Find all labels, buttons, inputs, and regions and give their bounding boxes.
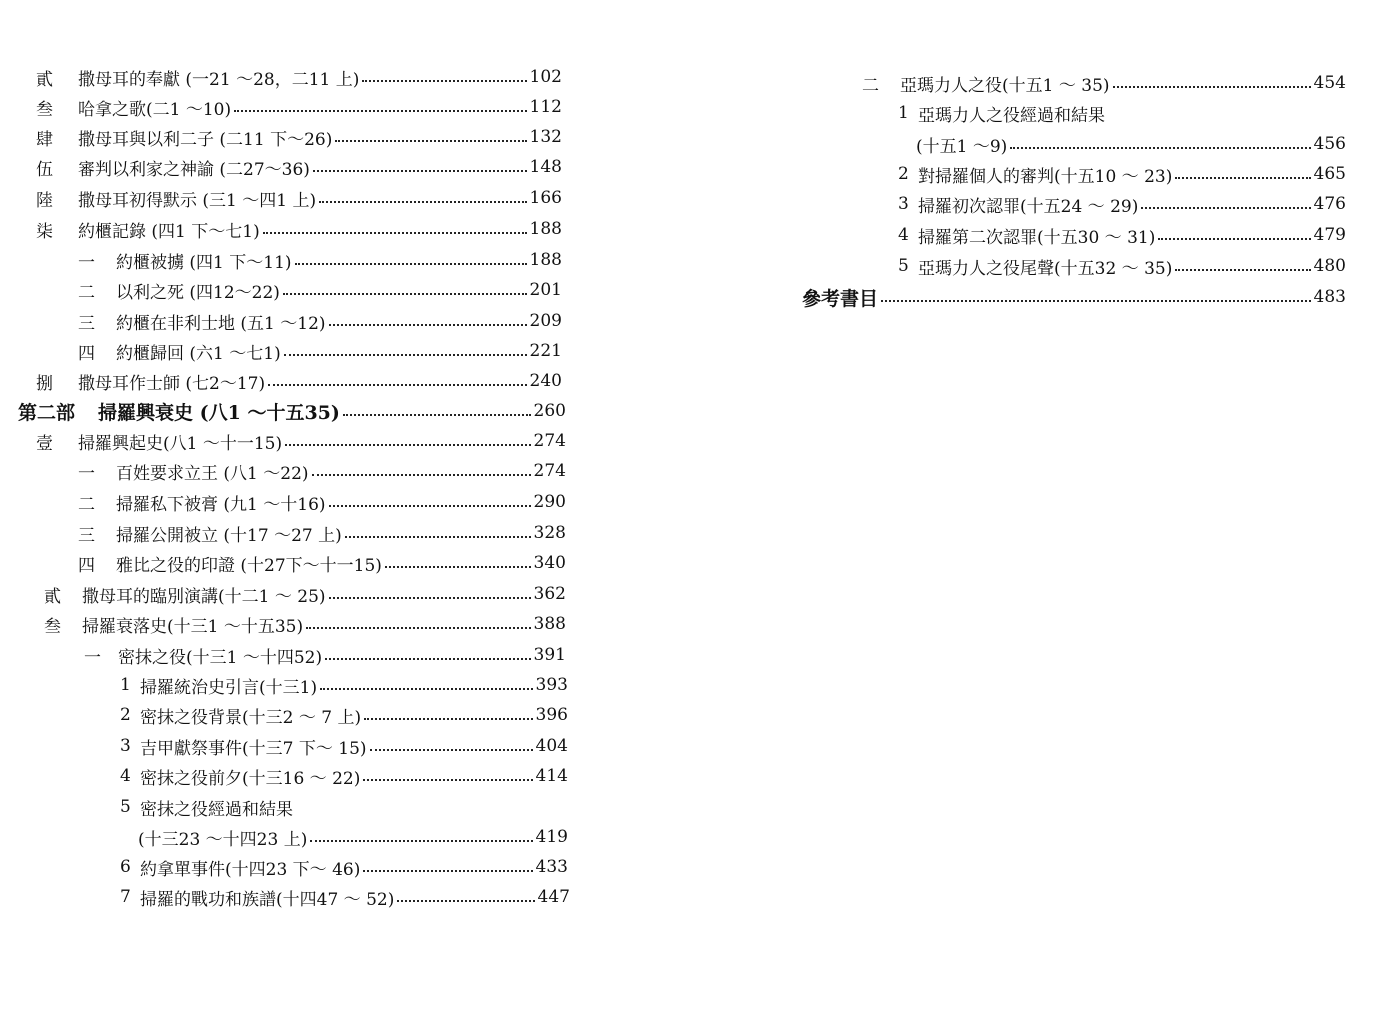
toc-entry-title: 對掃羅個人的審判(十五10 ～ 23) <box>918 166 1173 187</box>
toc-part-title: 掃羅興衰史 (八1 ～十五35) <box>98 401 340 424</box>
toc-entry <box>898 251 1346 281</box>
toc-entry-page: 419 <box>535 827 568 847</box>
toc-entry-page: 396 <box>535 705 568 725</box>
toc-entry-number: 貳 <box>44 586 61 607</box>
toc-entry-number: 陸 <box>36 190 53 211</box>
toc-entry <box>120 670 568 700</box>
toc-entry-page: 274 <box>533 431 566 451</box>
toc-entry-number: 5 <box>898 256 909 276</box>
toc-entry-title: 百姓要求立王 (八1 ～22) <box>116 463 309 484</box>
toc-entry-title: 密抹之役前夕(十三16 ～ 22) <box>140 768 361 789</box>
leader-dots <box>343 414 531 416</box>
toc-entry-number: 三 <box>78 525 95 546</box>
leader-dots <box>1158 238 1310 240</box>
toc-entry-page: 479 <box>1313 225 1346 245</box>
toc-entry <box>36 366 562 396</box>
leader-dots <box>263 232 527 234</box>
toc-entry-continuation <box>916 129 1346 159</box>
toc-entry-page: 209 <box>529 311 562 331</box>
toc-part-number: 第二部 <box>18 401 76 424</box>
toc-entry <box>78 336 562 366</box>
toc-entry-number: 三 <box>78 313 95 334</box>
toc-entry <box>120 852 568 882</box>
toc-entry <box>78 245 562 275</box>
toc-entry-title: 密抹之役背景(十三2 ～ 7 上) <box>140 707 362 728</box>
toc-entry-page: 148 <box>529 157 562 177</box>
toc-entry-page: 476 <box>1313 194 1346 214</box>
toc-entry-page: 188 <box>529 219 562 239</box>
toc-entry-title: 撒母耳與以利二子 (二11 下～26) <box>78 129 333 150</box>
leader-dots <box>1113 86 1311 88</box>
toc-entry-number: 4 <box>120 766 131 786</box>
toc-bibliography-heading <box>802 282 1346 312</box>
toc-entry <box>120 761 568 791</box>
toc-entry-number: 貳 <box>36 69 53 90</box>
leader-dots <box>306 627 530 629</box>
leader-dots <box>1175 269 1310 271</box>
toc-entry <box>898 220 1346 250</box>
toc-entry-page: 414 <box>535 766 568 786</box>
toc-entry-title: 撒母耳的奉獻 (一21 ～28，二11 上) <box>78 69 360 90</box>
toc-entry-number: 6 <box>120 857 131 877</box>
toc-entry <box>898 159 1346 189</box>
toc-entry-number: 伍 <box>36 159 53 180</box>
toc-entry-page: 102 <box>529 67 562 87</box>
toc-entry-number: 四 <box>78 343 95 364</box>
toc-entry <box>120 882 570 912</box>
toc-entry-page: 260 <box>533 401 566 421</box>
toc-entry-title: 約拿單事件(十四23 下～ 46) <box>140 859 361 880</box>
toc-entry <box>36 214 562 244</box>
leader-dots <box>345 536 531 538</box>
toc-entry-number: 7 <box>120 887 131 907</box>
leader-dots <box>1141 207 1310 209</box>
toc-entry-title: 掃羅私下被膏 (九1 ～十16) <box>116 494 326 515</box>
toc-entry-page: 340 <box>533 553 566 573</box>
toc-entry-title: 撒母耳的臨別演講(十二1 ～ 25) <box>82 586 326 607</box>
toc-entry-page: 433 <box>535 857 568 877</box>
leader-dots <box>329 597 531 599</box>
leader-dots <box>362 80 526 82</box>
toc-entry-page: 112 <box>529 97 562 117</box>
toc-entry <box>120 700 568 730</box>
toc-entry-number: 肆 <box>36 129 53 150</box>
toc-entry-page: 221 <box>529 341 562 361</box>
toc-entry-page: 240 <box>529 371 562 391</box>
leader-dots <box>1175 177 1310 179</box>
leader-dots <box>310 840 532 842</box>
toc-entry-number: 叁 <box>36 99 53 120</box>
toc-entry-page: 362 <box>533 584 566 604</box>
leader-dots <box>320 688 532 690</box>
toc-entry-title: 以利之死 (四12～22) <box>116 282 280 303</box>
toc-entry <box>78 456 566 486</box>
toc-entry-page: 391 <box>533 645 566 665</box>
toc-entry-number: 壹 <box>36 433 53 454</box>
leader-dots <box>385 566 531 568</box>
toc-entry-page: 454 <box>1313 73 1346 93</box>
toc-entry-title: 亞瑪力人之役尾聲(十五32 ～ 35) <box>918 258 1173 279</box>
toc-entry-title: 掃羅統治史引言(十三1) <box>140 677 318 698</box>
leader-dots <box>329 505 531 507</box>
toc-entry-title: 撒母耳初得默示 (三1 ～四1 上) <box>78 190 317 211</box>
toc-entry-number: 捌 <box>36 373 53 394</box>
leader-dots <box>881 300 1311 302</box>
toc-entry-title: 約櫃記錄 (四1 下～七1) <box>78 221 260 242</box>
toc-entry <box>78 548 566 578</box>
leader-dots <box>1010 147 1310 149</box>
toc-entry-page: 447 <box>537 887 570 907</box>
toc-entry-title: 掃羅衰落史(十三1 ～十五35) <box>82 616 304 637</box>
leader-dots <box>363 779 532 781</box>
toc-entry <box>36 183 562 213</box>
toc-entry <box>36 426 566 456</box>
toc-entry-page: 465 <box>1313 164 1346 184</box>
toc-entry <box>78 487 566 517</box>
leader-dots <box>397 900 534 902</box>
leader-dots <box>312 474 531 476</box>
toc-entry-title: 撒母耳作士師 (七2～17) <box>78 373 266 394</box>
toc-entry-title: 亞瑪力人之役(十五1 ～ 35) <box>900 75 1110 96</box>
toc-entry <box>78 275 562 305</box>
toc-entry-page: 483 <box>1313 287 1346 307</box>
toc-entry-number: 叁 <box>44 616 61 637</box>
leader-dots <box>329 324 527 326</box>
toc-entry-title: 掃羅興起史(八1 ～十一15) <box>78 433 283 454</box>
toc-entry <box>36 152 562 182</box>
toc-entry-number: 3 <box>120 736 131 756</box>
toc-entry-number: 四 <box>78 555 95 576</box>
toc-entry-number: 1 <box>898 103 909 123</box>
toc-entry <box>78 518 566 548</box>
toc-entry-page: 456 <box>1313 134 1346 154</box>
leader-dots <box>285 444 530 446</box>
toc-entry-number: 二 <box>862 75 879 96</box>
toc-entry-number: 二 <box>78 282 95 303</box>
toc-entry-number: 2 <box>898 164 909 184</box>
toc-entry-page: 132 <box>529 127 562 147</box>
toc-entry-number: 1 <box>120 675 131 695</box>
leader-dots <box>234 110 526 112</box>
toc-entry-title: 密抹之役(十三1 ～十四52) <box>118 647 323 668</box>
bibliography-title: 參考書目 <box>802 287 879 310</box>
toc-entry <box>120 731 568 761</box>
toc-entry <box>36 62 562 92</box>
toc-entry-title: 掃羅初次認罪(十五24 ～ 29) <box>918 196 1139 217</box>
toc-entry-number: 2 <box>120 705 131 725</box>
toc-entry-title: 掃羅公開被立 (十17 ～27 上) <box>116 525 342 546</box>
leader-dots <box>363 870 532 872</box>
toc-entry-page: 166 <box>529 188 562 208</box>
toc-entry <box>44 609 566 639</box>
leader-dots <box>370 749 533 751</box>
toc-entry-title: 雅比之役的印證 (十27下～十一15) <box>116 555 382 576</box>
toc-entry-page: 480 <box>1313 256 1346 276</box>
toc-entry-title: 密抹之役經過和結果 <box>140 799 293 820</box>
leader-dots <box>295 263 527 265</box>
toc-entry <box>84 640 566 670</box>
toc-entry-page: 274 <box>533 461 566 481</box>
toc-entry <box>898 98 1346 128</box>
toc-entry <box>36 122 562 152</box>
leader-dots <box>268 384 526 386</box>
toc-entry-number: 5 <box>120 797 131 817</box>
toc-entry-number: 一 <box>78 463 95 484</box>
toc-entry-title: 掃羅第二次認罪(十五30 ～ 31) <box>918 227 1156 248</box>
toc-entry-title: (十五1 ～9) <box>916 136 1008 157</box>
toc-entry <box>36 92 562 122</box>
toc-entry <box>898 189 1346 219</box>
toc-entry-page: 328 <box>533 523 566 543</box>
toc-entry-title: (十三23 ～十四23 上) <box>138 829 308 850</box>
toc-entry-number: 一 <box>78 252 95 273</box>
toc-entry-number: 4 <box>898 225 909 245</box>
toc-right-page <box>780 0 1380 1012</box>
toc-entry-page: 388 <box>533 614 566 634</box>
leader-dots <box>325 658 530 660</box>
toc-entry-page: 393 <box>535 675 568 695</box>
toc-entry-page: 404 <box>535 736 568 756</box>
toc-left-page <box>0 0 620 1012</box>
leader-dots <box>335 140 526 142</box>
toc-entry <box>78 306 562 336</box>
toc-entry-title: 掃羅的戰功和族譜(十四47 ～ 52) <box>140 889 395 910</box>
leader-dots <box>283 293 527 295</box>
toc-entry <box>120 792 568 822</box>
toc-entry-title: 約櫃在非利士地 (五1 ～12) <box>116 313 326 334</box>
toc-entry-continuation <box>138 822 568 852</box>
leader-dots <box>313 170 527 172</box>
toc-entry-number: 柒 <box>36 221 53 242</box>
toc-entry-number: 二 <box>78 494 95 515</box>
toc-entry-page: 188 <box>529 250 562 270</box>
toc-part-heading <box>18 396 566 426</box>
toc-entry <box>862 68 1346 98</box>
leader-dots <box>364 718 532 720</box>
toc-entry <box>44 579 566 609</box>
toc-entry-number: 一 <box>84 647 101 668</box>
toc-entry-page: 290 <box>533 492 566 512</box>
leader-dots <box>284 354 527 356</box>
toc-entry-title: 哈拿之歌(二1 ～10) <box>78 99 232 120</box>
toc-entry-number: 3 <box>898 194 909 214</box>
toc-entry-title: 約櫃被擄 (四1 下～11) <box>116 252 292 273</box>
toc-entry-title: 審判以利家之神諭 (二27～36) <box>78 159 310 180</box>
toc-entry-title: 亞瑪力人之役經過和結果 <box>918 105 1105 126</box>
toc-entry-page: 201 <box>529 280 562 300</box>
toc-entry-title: 吉甲獻祭事件(十三7 下～ 15) <box>140 738 367 759</box>
leader-dots <box>319 201 526 203</box>
toc-entry-title: 約櫃歸回 (六1 ～七1) <box>116 343 281 364</box>
